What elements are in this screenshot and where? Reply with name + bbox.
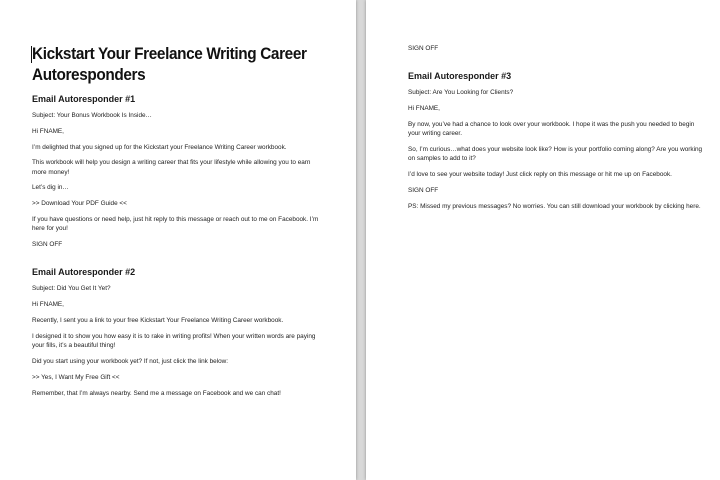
email-paragraph: I’m delighted that you signed up for the Kickstart your Freelance Writing Career workbook.	[32, 143, 287, 151]
email-paragraph: So, I’m curious…what does your website look like? How is your portfolio coming along? Are you working on samples to add to it?	[408, 145, 703, 163]
document-page-right	[366, 0, 720, 480]
email-signoff: SIGN OFF	[32, 241, 63, 249]
email-paragraph: Remember, that I’m always nearby. Send me a message on Facebook and we can chat!	[32, 389, 281, 397]
email-section-3	[408, 71, 703, 211]
email-greeting: Hi FNAME,	[32, 127, 64, 135]
email-paragraph: Let’s dig in…	[32, 184, 69, 192]
email-paragraph: I designed it to show you how easy it is to rake in writing profits! When your written words are paying your fills, it’s a beautiful thing!	[32, 332, 316, 350]
email-section-2	[32, 267, 336, 397]
email-subject: Subject: Your Bonus Workbook Is Inside…	[32, 112, 152, 119]
document-page-left	[0, 0, 356, 480]
email-postscript: PS: Missed my previous messages? No worries. You can still download your workbook by clicking here.	[408, 202, 701, 210]
email-section-1	[32, 94, 336, 249]
email-paragraph: If you have questions or need help, just hit reply to this message or reach out to me on Facebook. I’m here for you!	[32, 216, 319, 233]
email-paragraph: Did you start using your workbook yet? If not, just click the link below:	[32, 357, 229, 365]
email-heading: Email Autoresponder #3	[408, 71, 512, 82]
email-cta-link: >> Download Your PDF Guide <<	[32, 200, 127, 208]
email-paragraph: I’d love to see your website today! Just click reply on this message or hit me up on Facebook.	[408, 171, 672, 179]
email-paragraph: Recently, I sent you a link to your free Kickstart Your Freelance Writing Career workbook.	[32, 317, 284, 325]
text-cursor	[31, 46, 32, 63]
email-paragraph: By now, you’ve had a chance to look over your workbook. I hope it was the push you needed to begin your writing career.	[408, 120, 695, 138]
document-title	[32, 44, 330, 86]
email-heading: Email Autoresponder #2	[32, 267, 136, 278]
email-cta-link: >> Yes, I Want My Free Gift <<	[32, 373, 120, 381]
email-paragraph: This workbook will help you design a writing career that fits your lifestyle while allowing you to earn more money!	[32, 159, 311, 176]
email-subject: Subject: Did You Get It Yet?	[32, 285, 111, 293]
email-greeting: Hi FNAME,	[408, 105, 440, 113]
email-signoff: SIGN OFF	[408, 186, 439, 194]
email-heading: Email Autoresponder #1	[32, 94, 136, 104]
document-title-text: Kickstart Your Freelance Writing Career Autoresponders	[32, 45, 307, 84]
email-signoff: SIGN OFF	[408, 45, 439, 52]
email-subject: Subject: Are You Looking for Clients?	[408, 89, 514, 97]
email-greeting: Hi FNAME,	[32, 301, 64, 309]
